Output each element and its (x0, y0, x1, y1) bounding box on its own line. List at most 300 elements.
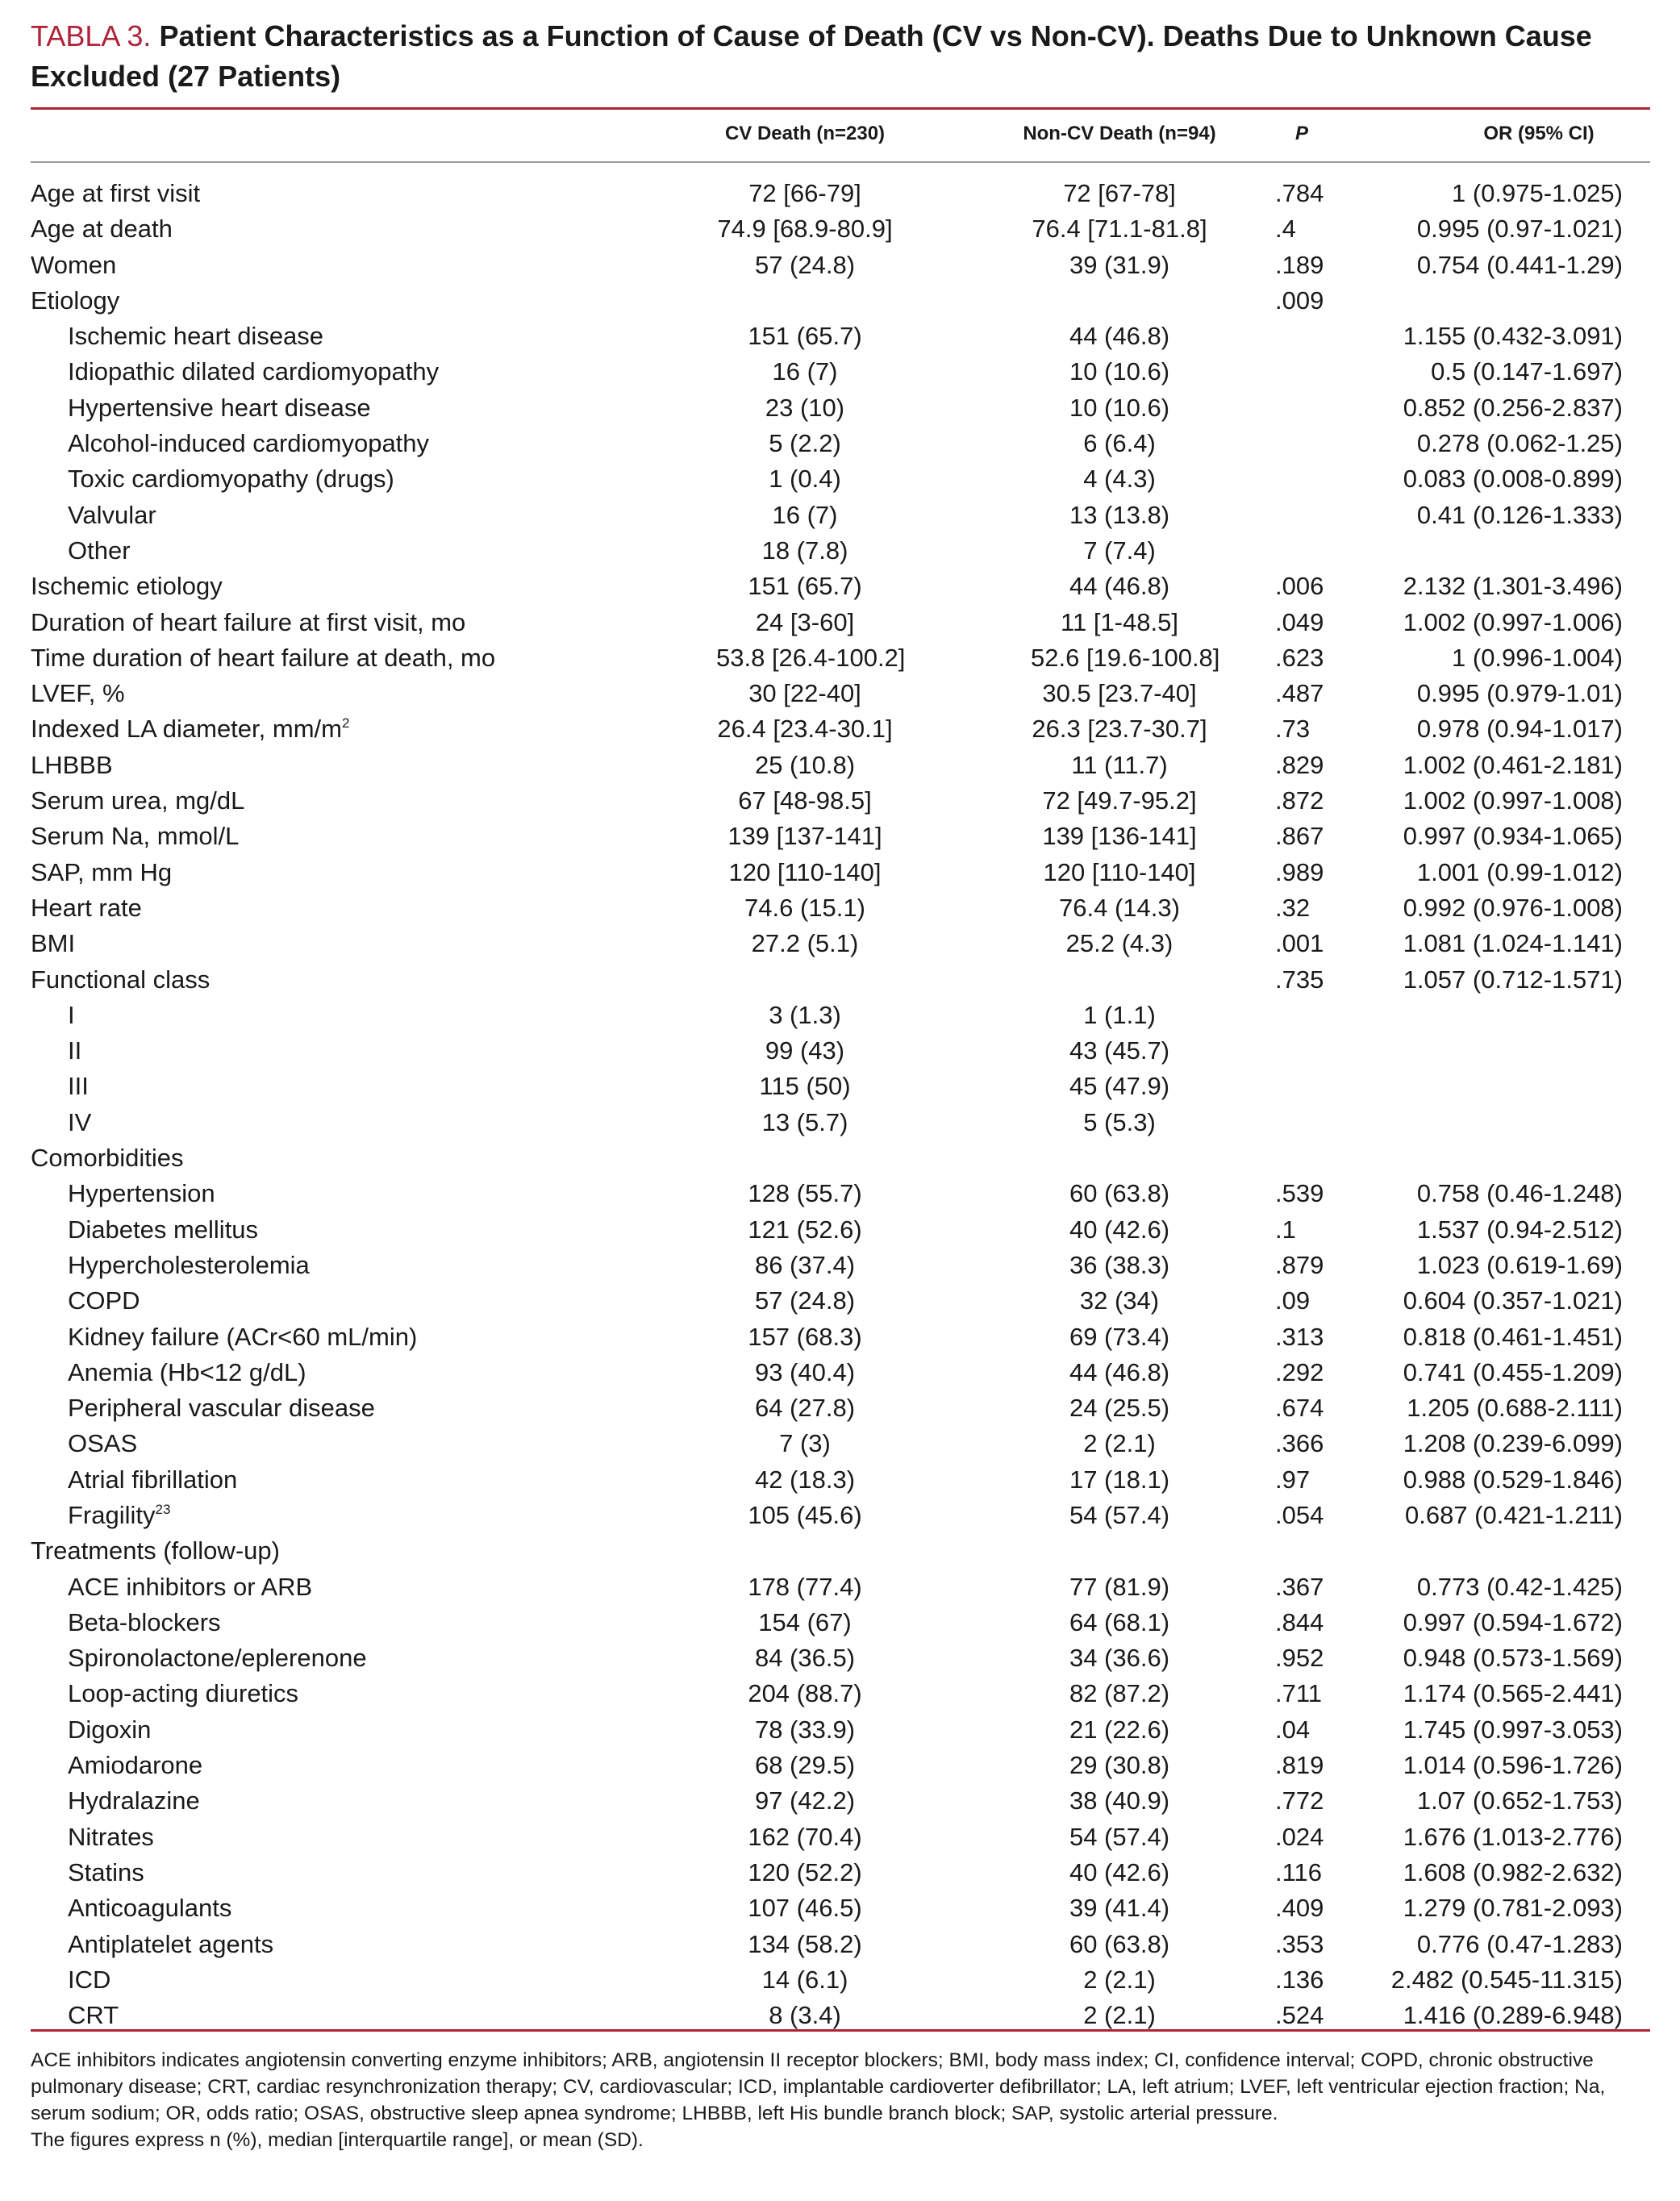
p-value: .292 (1275, 1357, 1324, 1386)
p-value: .4 (1275, 215, 1296, 244)
noncv-death-value: 64 (68.1) (1069, 1607, 1170, 1636)
row-label-text: Serum Na, mmol/L (31, 822, 240, 851)
noncv-death-value: 1 (1.1) (1083, 1000, 1156, 1029)
p-value: .001 (1275, 929, 1324, 958)
noncv-death-value: 2 (2.1) (1083, 2001, 1156, 2030)
row-label-text: BMI (31, 929, 76, 958)
cv-death-value: 84 (36.5) (754, 1644, 856, 1673)
cv-death-value: 115 (50) (759, 1072, 851, 1101)
table-row (31, 1176, 1650, 1211)
cv-death-value: 57 (24.8) (754, 1286, 856, 1315)
table-row (31, 1712, 1650, 1748)
noncv-death-value: 39 (41.4) (1069, 1894, 1170, 1923)
noncv-death-value: 120 [110-140] (1043, 857, 1196, 886)
p-value: .819 (1275, 1751, 1324, 1780)
row-label (31, 711, 349, 747)
p-value: .735 (1275, 965, 1324, 994)
odds-ratio-value: 0.5 (0.147-1.697) (1431, 357, 1623, 386)
cv-death-value: 25 (10.8) (754, 750, 856, 779)
row-label (31, 962, 210, 998)
noncv-death-value: 10 (10.6) (1069, 357, 1170, 386)
noncv-death-value: 139 [136-141] (1042, 822, 1197, 851)
row-label-text: ACE inhibitors or ARB (68, 1572, 313, 1601)
row-label-text: Nitrates (68, 1822, 154, 1851)
header-cv-death: CV Death (n=230) (724, 123, 886, 144)
table-row (31, 1998, 1650, 2033)
row-label (31, 926, 75, 961)
row-label (31, 819, 239, 854)
noncv-death-value: 38 (40.9) (1069, 1786, 1170, 1815)
odds-ratio-value: 0.995 (0.979-1.01) (1416, 679, 1623, 708)
row-label (68, 1248, 310, 1283)
table-row (31, 1820, 1650, 1855)
row-label-text: ICD (68, 1965, 111, 1994)
row-label (31, 211, 173, 247)
odds-ratio-value: 0.988 (0.529-1.846) (1403, 1465, 1623, 1494)
cv-death-value: 162 (70.4) (748, 1822, 862, 1851)
odds-ratio-value: 1.174 (0.565-2.441) (1403, 1679, 1623, 1708)
header-p-value: P (1295, 123, 1309, 144)
noncv-death-value: 7 (7.4) (1083, 536, 1156, 565)
table-row (31, 998, 1650, 1033)
table-row (31, 1462, 1650, 1498)
row-label-text: Age at first visit (31, 179, 201, 207)
table-row (31, 1498, 1650, 1533)
table-row (31, 1748, 1650, 1783)
row-label-text: Functional class (31, 965, 211, 994)
odds-ratio-value: 0.818 (0.461-1.451) (1403, 1322, 1623, 1351)
p-value: .32 (1275, 893, 1311, 922)
cv-death-value: 157 (68.3) (748, 1322, 862, 1351)
odds-ratio-value: 1 (0.975-1.025) (1452, 179, 1623, 207)
p-value: .711 (1275, 1679, 1323, 1708)
noncv-death-value: 6 (6.4) (1083, 429, 1156, 458)
table-row (31, 783, 1650, 819)
table-header (31, 119, 1650, 152)
cv-death-value: 57 (24.8) (754, 250, 856, 279)
odds-ratio-value: 0.604 (0.357-1.021) (1403, 1286, 1623, 1315)
row-label-text: Duration of heart failure at first visit, mo (31, 607, 466, 636)
row-label-text: Fragility (68, 1500, 156, 1529)
odds-ratio-value: 1 (0.996-1.004) (1452, 643, 1623, 672)
table-row (31, 1962, 1650, 1998)
odds-ratio-value: 1.014 (0.596-1.726) (1403, 1751, 1623, 1780)
p-value: .989 (1275, 857, 1324, 886)
noncv-death-value: 17 (18.1) (1069, 1465, 1170, 1494)
odds-ratio-value: 0.997 (0.934-1.065) (1403, 822, 1623, 851)
cv-death-value: 86 (37.4) (754, 1250, 856, 1279)
cv-death-value: 42 (18.3) (754, 1465, 856, 1494)
row-label (68, 1319, 417, 1355)
noncv-death-value: 34 (36.6) (1069, 1644, 1170, 1673)
table-row (31, 283, 1650, 319)
row-label (68, 1748, 202, 1783)
odds-ratio-value: 0.41 (0.126-1.333) (1416, 500, 1623, 529)
row-label-text: Treatments (follow-up) (31, 1536, 280, 1565)
cv-death-value: 23 (10) (765, 393, 845, 422)
odds-ratio-value: 2.482 (0.545-11.315) (1390, 1965, 1623, 1994)
noncv-death-value: 36 (38.3) (1069, 1250, 1170, 1279)
footnote-data-format: The figures express n (%), median [interquartile range], or mean (SD). (31, 2129, 644, 2151)
table-row (31, 1355, 1650, 1390)
row-label (68, 1462, 237, 1498)
row-label-text: LHBBB (31, 750, 113, 779)
row-label-superscript: 2 (341, 715, 350, 732)
row-label (68, 1069, 89, 1104)
table-row (31, 605, 1650, 640)
table-row (31, 390, 1650, 426)
cv-death-value: 13 (5.7) (761, 1107, 848, 1136)
cv-death-value: 67 [48-98.5] (738, 786, 872, 815)
noncv-death-value: 45 (47.9) (1069, 1072, 1170, 1101)
table-row (31, 569, 1650, 604)
row-label-text: Amiodarone (68, 1751, 203, 1780)
cv-death-value: 97 (42.2) (754, 1786, 856, 1815)
row-label (68, 319, 323, 354)
odds-ratio-value: 1.155 (0.432-3.091) (1403, 322, 1623, 351)
noncv-death-value: 76.4 (14.3) (1059, 893, 1180, 922)
noncv-death-value: 60 (63.8) (1069, 1179, 1170, 1208)
row-label (68, 1927, 273, 1962)
cv-death-value: 204 (88.7) (748, 1679, 862, 1708)
table-row (31, 1248, 1650, 1283)
cv-death-value: 151 (65.7) (748, 322, 862, 351)
cv-death-value: 53.8 [26.4-100.2] (716, 643, 906, 672)
row-label (68, 1498, 170, 1533)
noncv-death-value: 24 (25.5) (1069, 1394, 1170, 1423)
p-value: .409 (1275, 1894, 1324, 1923)
odds-ratio-value: 0.278 (0.062-1.25) (1416, 429, 1623, 458)
cv-death-value: 8 (3.4) (769, 2001, 841, 2030)
p-value: .04 (1275, 1715, 1311, 1744)
row-label (68, 1212, 258, 1248)
row-label (68, 1676, 298, 1711)
row-label (68, 1033, 81, 1069)
odds-ratio-value: 0.992 (0.976-1.008) (1403, 893, 1623, 922)
p-value: .487 (1275, 679, 1324, 708)
row-label-text: Serum urea, mg/dL (31, 786, 245, 815)
odds-ratio-value: 1.002 (0.461-2.181) (1403, 750, 1623, 779)
cv-death-value: 151 (65.7) (748, 572, 862, 601)
row-label-text: Loop-acting diuretics (68, 1679, 299, 1708)
row-label-text: Kidney failure (ACr<60 mL/min) (68, 1322, 418, 1351)
row-label-text: Age at death (31, 215, 173, 244)
odds-ratio-value: 0.773 (0.42-1.425) (1416, 1572, 1623, 1601)
cv-death-value: 99 (43) (765, 1036, 845, 1065)
p-value: .872 (1275, 786, 1324, 815)
odds-ratio-value: 0.995 (0.97-1.021) (1416, 215, 1623, 244)
table-row (31, 1212, 1650, 1248)
row-label-text: Comorbidities (31, 1144, 184, 1173)
row-label (31, 605, 465, 640)
row-label-text: Indexed LA diameter, mm/m (31, 715, 342, 744)
row-label-text: Diabetes mellitus (68, 1215, 259, 1244)
cv-death-value: 107 (46.5) (748, 1894, 862, 1923)
row-label (31, 748, 113, 783)
p-value: .313 (1275, 1322, 1324, 1351)
cv-death-value: 74.6 (15.1) (744, 893, 865, 922)
row-label (31, 676, 125, 711)
cv-death-value: 24 [3-60] (755, 607, 855, 636)
cv-death-value: 134 (58.2) (748, 1929, 862, 1958)
odds-ratio-value: 2.132 (1.301-3.496) (1403, 572, 1623, 601)
table-row (31, 1927, 1650, 1962)
cv-death-value: 30 [22-40] (748, 679, 861, 708)
p-value: .024 (1275, 1822, 1324, 1851)
row-label-text: Peripheral vascular disease (68, 1394, 375, 1423)
table-row (31, 498, 1650, 533)
row-label (31, 176, 200, 211)
row-label (68, 1712, 151, 1748)
row-label (31, 248, 116, 283)
noncv-death-value: 10 (10.6) (1069, 393, 1170, 422)
row-label (68, 426, 429, 461)
cv-death-value: 26.4 [23.4-30.1] (717, 715, 893, 744)
row-label-text: Idiopathic dilated cardiomyopathy (68, 357, 440, 386)
p-value: .772 (1275, 1786, 1324, 1815)
odds-ratio-value: 0.776 (0.47-1.283) (1416, 1929, 1623, 1958)
odds-ratio-value: 0.852 (0.256-2.837) (1403, 393, 1623, 422)
noncv-death-value: 54 (57.4) (1069, 1822, 1170, 1851)
cv-death-value: 68 (29.5) (754, 1751, 856, 1780)
cv-death-value: 72 [66-79] (748, 179, 861, 207)
odds-ratio-value: 1.416 (0.289-6.948) (1403, 2001, 1623, 2030)
bottom-rule (31, 2029, 1650, 2032)
row-label-text: Anticoagulants (68, 1894, 232, 1923)
table-row (31, 1390, 1650, 1426)
table-caption: Patient Characteristics as a Function of Cause of Death (CV vs Non-CV). Deaths Due to Unknown Cause Excluded (27 Patients) (31, 19, 1592, 93)
noncv-death-value: 26.3 [23.7-30.7] (1032, 715, 1207, 744)
row-label (68, 498, 156, 533)
table-row (31, 1890, 1650, 1926)
row-label (68, 1569, 312, 1605)
row-label (68, 390, 371, 426)
row-label-text: Toxic cardiomyopathy (drugs) (68, 465, 394, 494)
row-label-text: I (68, 1000, 75, 1029)
p-value: .879 (1275, 1250, 1324, 1279)
table-row (31, 926, 1650, 961)
row-label (68, 1998, 119, 2033)
table-row (31, 1605, 1650, 1640)
cv-death-value: 7 (3) (779, 1429, 831, 1458)
row-label-text: III (68, 1072, 89, 1101)
p-value: .539 (1275, 1179, 1324, 1208)
table-row (31, 1855, 1650, 1890)
top-rule (31, 107, 1650, 110)
odds-ratio-value: 1.002 (0.997-1.006) (1403, 607, 1623, 636)
table-row (31, 1033, 1650, 1069)
table-row (31, 426, 1650, 461)
p-value: .353 (1275, 1929, 1324, 1958)
p-value: .049 (1275, 607, 1324, 636)
row-label (68, 1176, 215, 1211)
row-label-text: Antiplatelet agents (68, 1929, 274, 1958)
table-row (31, 748, 1650, 783)
row-label (68, 1355, 306, 1390)
odds-ratio-value: 0.754 (0.441-1.29) (1416, 250, 1623, 279)
odds-ratio-value: 1.023 (0.619-1.69) (1416, 1250, 1623, 1279)
row-label (68, 1783, 200, 1819)
table-row (31, 1783, 1650, 1819)
row-label-text: Atrial fibrillation (68, 1465, 238, 1494)
odds-ratio-value: 0.083 (0.008-0.899) (1403, 465, 1623, 494)
p-value: .136 (1275, 1965, 1324, 1994)
row-label-text: SAP, mm Hg (31, 857, 173, 886)
noncv-death-value: 40 (42.6) (1069, 1857, 1170, 1886)
cv-death-value: 5 (2.2) (769, 429, 841, 458)
table-row (31, 819, 1650, 854)
row-label-text: Women (31, 250, 117, 279)
cv-death-value: 154 (67) (758, 1607, 852, 1636)
odds-ratio-value: 0.741 (0.455-1.209) (1403, 1357, 1623, 1386)
table-row (31, 890, 1650, 926)
row-label-text: Hypertensive heart disease (68, 393, 371, 422)
cv-death-value: 16 (7) (772, 357, 838, 386)
table-row (31, 354, 1650, 390)
odds-ratio-value: 1.205 (0.688-2.111) (1407, 1394, 1623, 1423)
header-noncv-death: Non-CV Death (n=94) (1023, 123, 1216, 144)
row-label (31, 783, 244, 819)
p-value: .054 (1275, 1500, 1324, 1529)
cv-death-value: 105 (45.6) (748, 1500, 862, 1529)
cv-death-value: 18 (7.8) (761, 536, 848, 565)
table-number: TABLA 3. (31, 19, 152, 52)
noncv-death-value: 77 (81.9) (1069, 1572, 1170, 1601)
row-label-text: IV (68, 1107, 92, 1136)
table-row (31, 176, 1650, 211)
odds-ratio-value: 1.279 (0.781-2.093) (1403, 1894, 1623, 1923)
noncv-death-value: 54 (57.4) (1069, 1500, 1170, 1529)
noncv-death-value: 13 (13.8) (1069, 500, 1170, 529)
p-value: .009 (1275, 286, 1324, 315)
row-label-text: Spironolactone/eplerenone (68, 1644, 367, 1673)
noncv-death-value: 5 (5.3) (1083, 1107, 1156, 1136)
odds-ratio-value: 0.948 (0.573-1.569) (1403, 1644, 1623, 1673)
odds-ratio-value: 0.687 (0.421-1.211) (1404, 1500, 1623, 1529)
row-label-text: Heart rate (31, 893, 142, 922)
noncv-death-value: 2 (2.1) (1083, 1965, 1156, 1994)
odds-ratio-value: 1.07 (0.652-1.753) (1416, 1786, 1623, 1815)
row-label (68, 1283, 140, 1319)
table-row (31, 1283, 1650, 1319)
table-body (31, 176, 1650, 2033)
header-rule (31, 161, 1650, 163)
noncv-death-value: 52.6 [19.6-100.8] (1031, 643, 1220, 672)
table-row (31, 319, 1650, 354)
table-row (31, 1533, 1650, 1569)
p-value: .116 (1275, 1857, 1323, 1886)
row-label (68, 461, 394, 497)
noncv-death-value: 39 (31.9) (1069, 250, 1170, 279)
p-value: .674 (1275, 1394, 1324, 1423)
odds-ratio-value: 1.608 (0.982-2.632) (1403, 1857, 1623, 1886)
cv-death-value: 1 (0.4) (769, 465, 841, 494)
table-row (31, 676, 1650, 711)
cv-death-value: 74.9 [68.9-80.9] (717, 215, 893, 244)
odds-ratio-value: 0.997 (0.594-1.672) (1403, 1607, 1623, 1636)
cv-death-value: 128 (55.7) (748, 1179, 862, 1208)
odds-ratio-value: 1.676 (1.013-2.776) (1403, 1822, 1623, 1851)
row-label-text: II (68, 1036, 82, 1065)
row-label (68, 1890, 231, 1926)
noncv-death-value: 32 (34) (1079, 1286, 1160, 1315)
table-row (31, 1640, 1650, 1676)
p-value: .952 (1275, 1644, 1324, 1673)
noncv-death-value: 11 [1-48.5] (1061, 607, 1178, 636)
row-label-text: Hydralazine (68, 1786, 200, 1815)
row-label-text: Statins (68, 1857, 144, 1886)
row-label (31, 569, 223, 604)
table-row (31, 640, 1650, 676)
cv-death-value: 93 (40.4) (754, 1357, 856, 1386)
table-row (31, 211, 1650, 247)
odds-ratio-value: 0.978 (0.94-1.017) (1416, 715, 1623, 744)
noncv-death-value: 44 (46.8) (1069, 322, 1170, 351)
p-value: .006 (1275, 572, 1324, 601)
row-label (68, 1855, 144, 1890)
row-label-superscript: 23 (155, 1501, 171, 1517)
row-label (68, 354, 439, 390)
row-label-text: Etiology (31, 286, 120, 315)
row-label (68, 533, 131, 569)
odds-ratio-value: 1.537 (0.94-2.512) (1416, 1215, 1623, 1244)
row-label-text: Beta-blockers (68, 1607, 221, 1636)
p-value: .366 (1275, 1429, 1324, 1458)
table-row (31, 1319, 1650, 1355)
table-title (31, 16, 1644, 97)
row-label (31, 855, 172, 890)
noncv-death-value: 11 (11.7) (1071, 750, 1168, 779)
p-value: .09 (1275, 1286, 1311, 1315)
cv-death-value: 121 (52.6) (748, 1215, 862, 1244)
p-value: .367 (1275, 1572, 1324, 1601)
row-label (68, 1105, 91, 1140)
table-footnote (31, 2047, 1652, 2153)
table-row (31, 1069, 1650, 1104)
noncv-death-value: 44 (46.8) (1069, 1357, 1170, 1386)
row-label-text: Anemia (Hb<12 g/dL) (68, 1357, 306, 1386)
table-row (31, 1105, 1650, 1140)
p-value: .73 (1275, 715, 1311, 744)
p-value: .784 (1275, 179, 1324, 207)
row-label-text: OSAS (68, 1429, 138, 1458)
row-label (68, 1605, 221, 1640)
row-label-text: Hypercholesterolemia (68, 1250, 310, 1279)
row-label (68, 1820, 154, 1855)
row-label-text: LVEF, % (31, 679, 125, 708)
table-row (31, 1676, 1650, 1711)
noncv-death-value: 44 (46.8) (1069, 572, 1170, 601)
header-odds-ratio: OR (95% CI) (1483, 123, 1595, 144)
table-row (31, 248, 1650, 283)
cv-death-value: 78 (33.9) (754, 1715, 856, 1744)
odds-ratio-value: 1.745 (0.997-3.053) (1403, 1715, 1623, 1744)
noncv-death-value: 60 (63.8) (1069, 1929, 1170, 1958)
p-value: .844 (1275, 1607, 1324, 1636)
noncv-death-value: 82 (87.2) (1069, 1679, 1170, 1708)
noncv-death-value: 40 (42.6) (1069, 1215, 1170, 1244)
row-label (31, 1533, 280, 1569)
p-value: .867 (1275, 822, 1324, 851)
row-label-text: Valvular (68, 500, 156, 529)
row-label-text: Digoxin (68, 1715, 152, 1744)
row-label-text: Ischemic etiology (31, 572, 223, 601)
noncv-death-value: 72 [49.7-95.2] (1042, 786, 1197, 815)
cv-death-value: 139 [137-141] (727, 822, 882, 851)
row-label (31, 890, 142, 926)
row-label (31, 640, 495, 676)
odds-ratio-value: 1.208 (0.239-6.099) (1403, 1429, 1623, 1458)
